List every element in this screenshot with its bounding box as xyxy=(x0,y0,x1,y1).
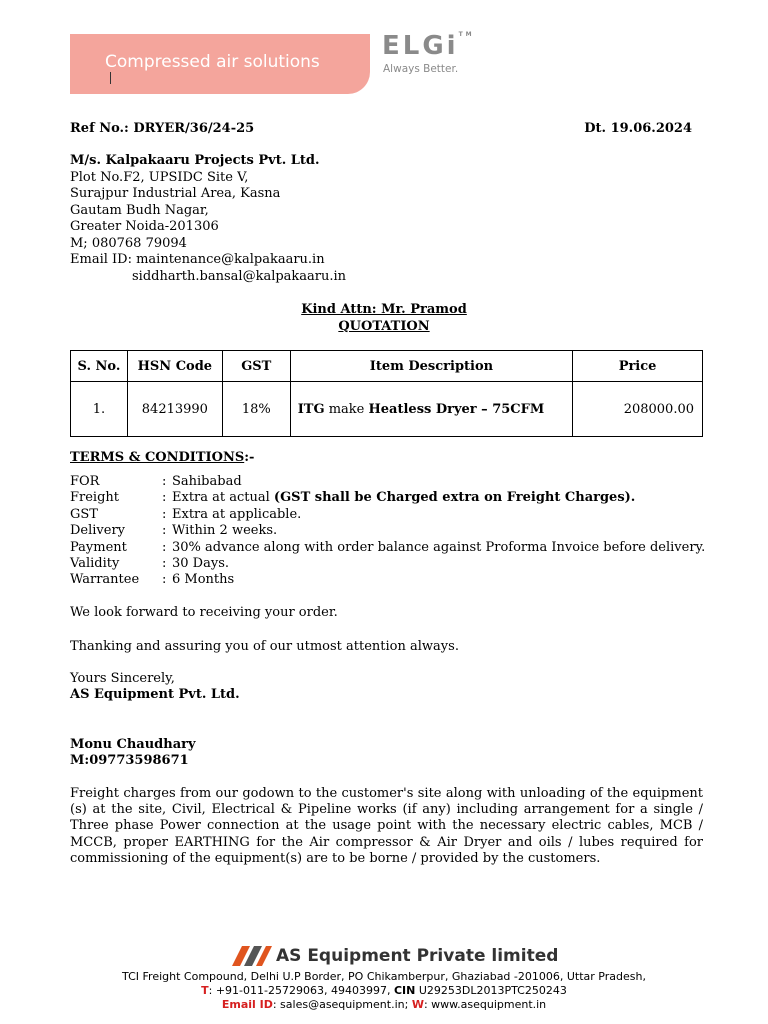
quotation-table xyxy=(70,350,703,437)
column-header-hsn: HSN Code xyxy=(127,351,222,382)
cell-sno: 1. xyxy=(71,382,128,437)
address-line: Gautam Budh Nagar, xyxy=(70,202,209,218)
cell-gst: 18% xyxy=(222,382,290,437)
elgi-logo: ELGi™ xyxy=(382,31,475,61)
text-cursor xyxy=(110,72,111,84)
banner-text: Compressed air solutions xyxy=(105,52,320,72)
address-line: Surajpur Industrial Area, Kasna xyxy=(70,186,281,201)
recipient-email-secondary: siddharth.bansal@kalpakaaru.in xyxy=(132,268,347,284)
footer-company-name: AS Equipment Private limited xyxy=(276,946,559,966)
closing-line: Thanking and assuring you of our utmost attention always. xyxy=(70,639,459,654)
terms-list xyxy=(70,474,705,589)
term-row: Validity : 30 Days. xyxy=(70,556,229,572)
address-line: Plot No.F2, UPSIDC Site V, xyxy=(70,169,249,185)
cell-hsn: 84213990 xyxy=(127,382,222,437)
elgi-tagline: Always Better. xyxy=(383,63,459,75)
attention-block xyxy=(0,301,768,335)
term-row: Payment : 30% advance along with order balance against Proforma Invoice before delivery. xyxy=(70,539,706,555)
terms-heading: TERMS & CONDITIONS:- xyxy=(70,450,255,465)
footer-web: Email ID: sales@asequipment.in; W: www.asequipment.in xyxy=(221,998,547,1011)
term-row: FOR : Sahibabad xyxy=(70,474,242,489)
footer-contact: T: +91-011-25729063, 49403997, CIN U29253DL2013PTC250243 xyxy=(201,984,567,997)
table-row xyxy=(71,382,703,437)
term-row: Warrantee : 6 Months xyxy=(70,572,235,588)
address-line: Greater Noida-201306 xyxy=(70,219,219,234)
reference-number: Ref No.: DRYER/36/24-25 xyxy=(70,121,255,136)
column-header-price: Price xyxy=(573,351,703,382)
as-equipment-logo-icon xyxy=(232,946,272,966)
salutation: Yours Sincerely, xyxy=(70,671,175,686)
term-row: GST : Extra at applicable. xyxy=(70,506,302,522)
document-title: QUOTATION xyxy=(338,319,430,334)
closing-line: We look forward to receiving your order. xyxy=(70,605,338,620)
column-header-description: Item Description xyxy=(290,351,572,382)
recipient-address xyxy=(70,153,346,285)
sender-company: AS Equipment Pvt. Ltd. xyxy=(70,687,240,702)
column-header-gst: GST xyxy=(222,351,290,382)
cell-price: 208000.00 xyxy=(573,382,703,437)
column-header-sno: S. No. xyxy=(71,351,128,382)
term-row: Delivery : Within 2 weeks. xyxy=(70,523,278,539)
recipient-email: Email ID: maintenance@kalpakaaru.in xyxy=(70,252,325,267)
freight-note: Freight charges from our godown to the customer's site along with unloading of the equipment (s) at the site, Civil, Electrical & Pipeline works (if any) including arrangement for a single / Three phase Power connection at the usage point with the necessary electric cables, MCB / MCCB, proper EARTHING for the Air compressor & Air Dryer and oils / lubes required for commissioning of the equipment(s) are to be borne / provided by the customers. xyxy=(70,786,703,866)
cell-description: ITG make Heatless Dryer – 75CFM xyxy=(290,382,572,437)
term-row: Freight : Extra at actual (GST shall be Charged extra on Freight Charges). xyxy=(70,490,636,506)
document-date: Dt. 19.06.2024 xyxy=(584,121,692,136)
signatory-mobile: M:09773598671 xyxy=(70,753,189,768)
kind-attention: Kind Attn: Mr. Pramod xyxy=(301,302,467,317)
trademark-mark: TM xyxy=(458,31,475,38)
table-header-row xyxy=(71,351,703,382)
footer-address: TCI Freight Compound, Delhi U.P Border, PO Chikamberpur, Ghaziabad -201006, Uttar Pradesh, xyxy=(122,970,646,983)
recipient-company: M/s. Kalpakaaru Projects Pvt. Ltd. xyxy=(70,153,320,168)
signatory-name: Monu Chaudhary xyxy=(70,737,196,752)
recipient-phone: M; 080768 79094 xyxy=(70,235,187,251)
